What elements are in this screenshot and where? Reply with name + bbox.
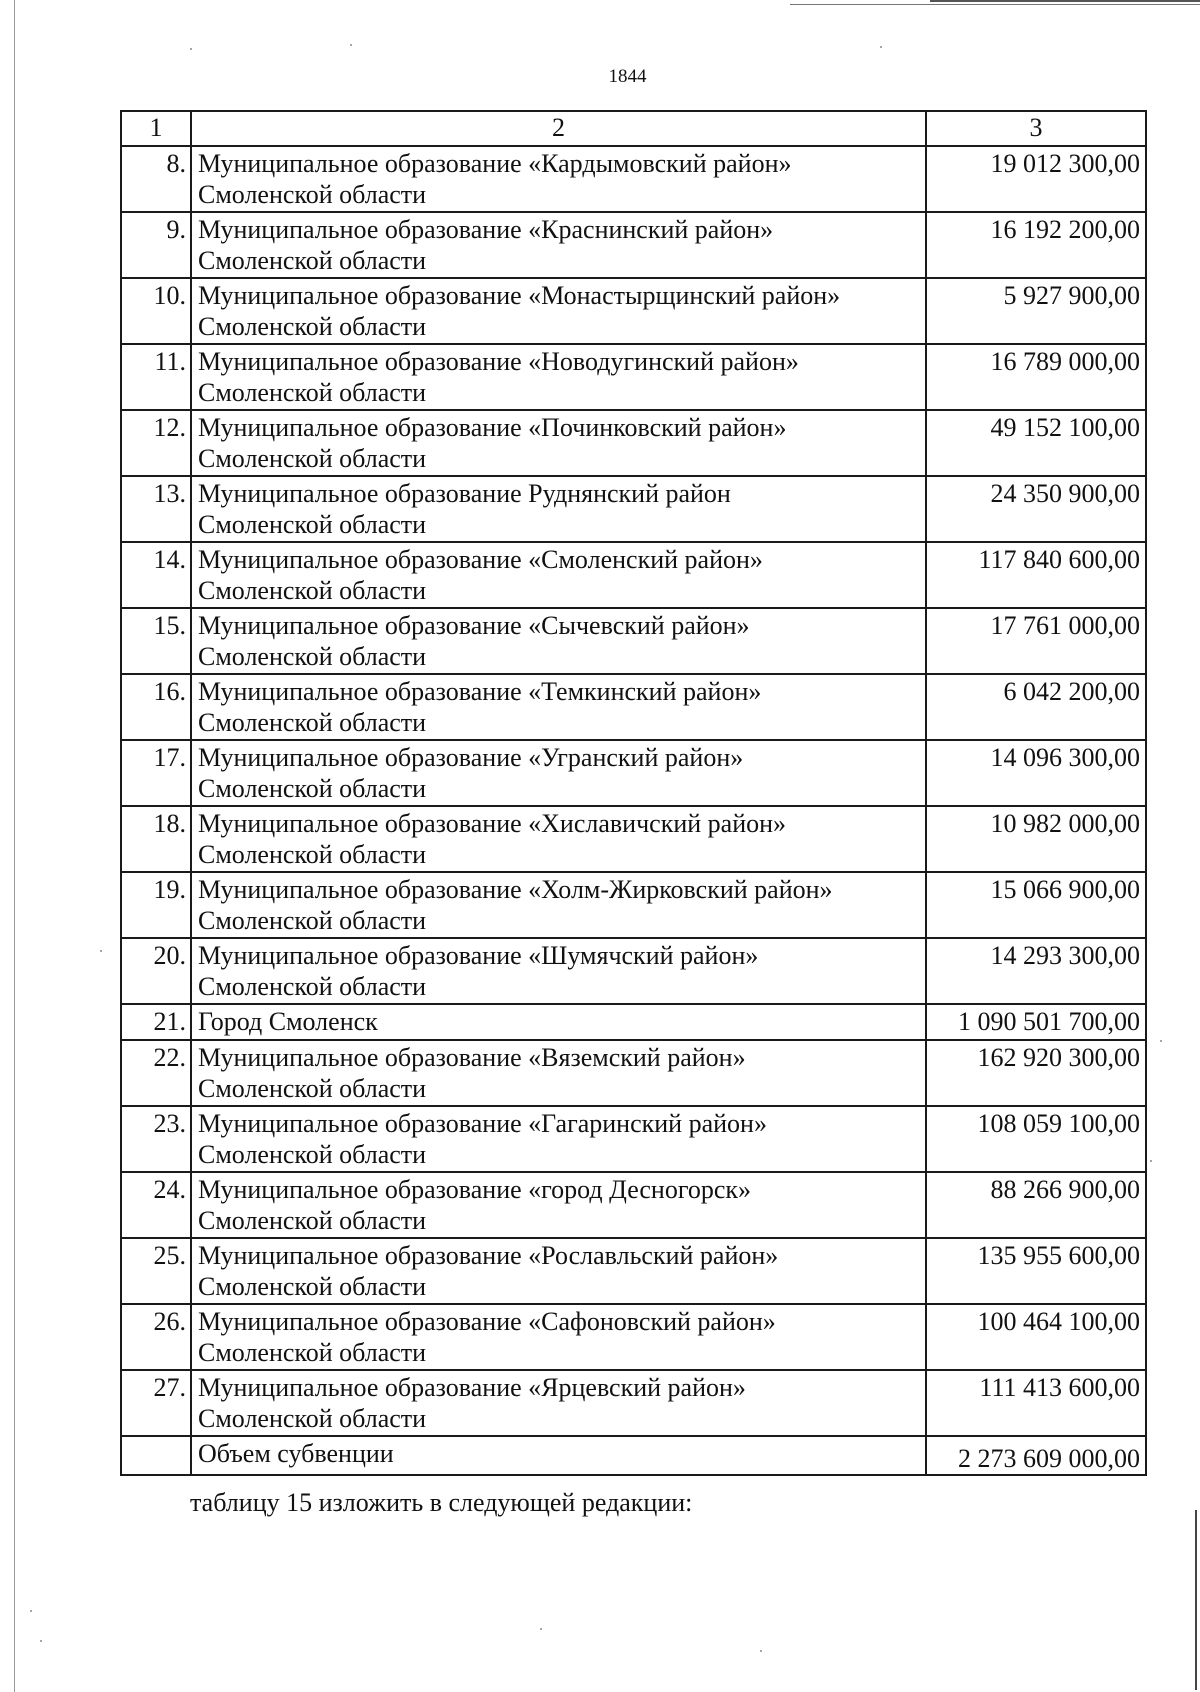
municipality-name-line1: Муниципальное образование «Рославльский район» [198,1241,779,1270]
municipality-name [191,1004,926,1040]
row-number: 20. [121,938,191,1004]
table-row [121,806,1146,872]
municipality-name [191,1238,926,1304]
scan-left-edge [14,0,15,1692]
subvention-amount: 135 955 600,00 [926,1238,1146,1304]
total-amount: 2 273 609 000,00 [926,1436,1146,1475]
subvention-amount: 111 413 600,00 [926,1370,1146,1436]
table-row [121,146,1146,212]
table-row [121,1172,1146,1238]
municipality-name-line1: Муниципальное образование «Угранский район» [198,743,744,772]
municipality-name-line1: Муниципальное образование Руднянский район [198,479,731,508]
subvention-amount: 5 927 900,00 [926,278,1146,344]
table-row [121,410,1146,476]
municipality-name [191,1304,926,1370]
municipality-name-line2: Смоленской области [198,444,427,473]
subvention-amount: 10 982 000,00 [926,806,1146,872]
table-row [121,1238,1146,1304]
header-cell-3: 3 [926,111,1146,146]
subvention-amount: 1 090 501 700,00 [926,1004,1146,1040]
table-row [121,740,1146,806]
municipality-name [191,1106,926,1172]
table-row [121,1370,1146,1436]
municipality-name [191,146,926,212]
municipality-name-line1: Муниципальное образование «Смоленский район» [198,545,763,574]
footer-instruction-text: таблицу 15 изложить в следующей редакции: [190,1488,693,1517]
municipality-name-line2: Смоленской области [198,840,427,869]
municipality-name [191,542,926,608]
municipality-name-line2: Смоленской области [198,642,427,671]
municipality-name-line2: Смоленской области [198,378,427,407]
subvention-amount: 15 066 900,00 [926,872,1146,938]
municipality-name-line2: Смоленской области [198,1404,427,1433]
row-number: 23. [121,1106,191,1172]
table-row [121,344,1146,410]
subvention-amount: 88 266 900,00 [926,1172,1146,1238]
total-empty-cell [121,1436,191,1475]
municipality-name-line1: Муниципальное образование «Вяземский район» [198,1043,746,1072]
municipality-name-line1: Муниципальное образование «Починковский район» [198,413,787,442]
municipality-name [191,872,926,938]
municipality-name-line1: Муниципальное образование «Холм-Жирковский район» [198,875,833,904]
municipality-name [191,344,926,410]
municipality-name [191,938,926,1004]
subvention-table [120,110,1147,1476]
row-number: 17. [121,740,191,806]
table-row [121,608,1146,674]
municipality-name [191,212,926,278]
subvention-amount: 24 350 900,00 [926,476,1146,542]
row-number: 11. [121,344,191,410]
municipality-name-line1: Муниципальное образование «Монастырщинский район» [198,281,841,310]
municipality-name [191,1172,926,1238]
subvention-amount: 6 042 200,00 [926,674,1146,740]
table-row [121,674,1146,740]
municipality-name-line1: Муниципальное образование «Ярцевский район» [198,1373,746,1402]
scan-speck [40,1640,42,1642]
subvention-amount: 16 192 200,00 [926,212,1146,278]
subvention-amount: 49 152 100,00 [926,410,1146,476]
municipality-name-line2: Смоленской области [198,972,427,1001]
municipality-name [191,674,926,740]
row-number: 22. [121,1040,191,1106]
subvention-amount: 14 096 300,00 [926,740,1146,806]
municipality-name-line1: Муниципальное образование «Темкинский район» [198,677,762,706]
municipality-name-line1: Город Смоленск [198,1007,378,1036]
row-number: 16. [121,674,191,740]
municipality-name-line2: Смоленской области [198,1140,427,1169]
municipality-name-line2: Смоленской области [198,312,427,341]
table-row [121,278,1146,344]
municipality-name-line2: Смоленской области [198,1206,427,1235]
municipality-name [191,278,926,344]
row-number: 13. [121,476,191,542]
subvention-amount: 100 464 100,00 [926,1304,1146,1370]
municipality-name-line1: Муниципальное образование «Шумячский район» [198,941,759,970]
row-number: 26. [121,1304,191,1370]
subvention-amount: 19 012 300,00 [926,146,1146,212]
municipality-name [191,1370,926,1436]
row-number: 19. [121,872,191,938]
row-number: 27. [121,1370,191,1436]
scan-speck [540,1628,542,1630]
row-number: 15. [121,608,191,674]
table-row [121,476,1146,542]
row-number: 24. [121,1172,191,1238]
table-row [121,1040,1146,1106]
municipality-name-line1: Муниципальное образование «Новодугинский район» [198,347,799,376]
scan-speck [190,48,192,50]
page-number: 1844 [608,66,647,87]
subvention-amount: 108 059 100,00 [926,1106,1146,1172]
subvention-amount: 162 920 300,00 [926,1040,1146,1106]
municipality-name [191,1040,926,1106]
table-row [121,1106,1146,1172]
header-cell-2: 2 [191,111,926,146]
municipality-name-line1: Муниципальное образование «Кардымовский район» [198,149,792,178]
scan-right-edge [1195,1510,1197,1690]
row-number: 21. [121,1004,191,1040]
municipality-name-line1: Муниципальное образование «Сафоновский район» [198,1307,776,1336]
scan-top-edge-dark [930,0,1200,2]
municipality-name-line1: Муниципальное образование «город Десногорск» [198,1175,752,1204]
table-header-row [121,111,1146,146]
subvention-amount: 14 293 300,00 [926,938,1146,1004]
municipality-name-line1: Муниципальное образование «Краснинский район» [198,215,774,244]
municipality-name [191,410,926,476]
table-total-row [121,1436,1146,1475]
subvention-amount: 16 789 000,00 [926,344,1146,410]
scan-speck [350,44,352,46]
table-row [121,872,1146,938]
scan-speck [30,1610,32,1612]
row-number: 25. [121,1238,191,1304]
table-row [121,938,1146,1004]
scan-top-edge [790,4,1200,5]
scan-speck [100,950,102,952]
municipality-name [191,740,926,806]
row-number: 10. [121,278,191,344]
municipality-name-line1: Муниципальное образование «Гагаринский район» [198,1109,767,1138]
municipality-name-line2: Смоленской области [198,774,427,803]
table-row [121,542,1146,608]
table-row [121,1304,1146,1370]
row-number: 12. [121,410,191,476]
municipality-name-line2: Смоленской области [198,510,427,539]
municipality-name-line2: Смоленской области [198,180,427,209]
municipality-name-line2: Смоленской области [198,246,427,275]
municipality-name-line2: Смоленской области [198,906,427,935]
scan-speck [880,46,882,48]
municipality-name-line1: Муниципальное образование «Сычевский район» [198,611,750,640]
scan-speck [1160,1040,1162,1042]
municipality-name [191,476,926,542]
subvention-amount: 117 840 600,00 [926,542,1146,608]
header-cell-1: 1 [121,111,191,146]
municipality-name-line1: Муниципальное образование «Хиславичский район» [198,809,787,838]
subvention-amount: 17 761 000,00 [926,608,1146,674]
municipality-name-line2: Смоленской области [198,576,427,605]
table-row [121,212,1146,278]
row-number: 18. [121,806,191,872]
table-row [121,1004,1146,1040]
municipality-name [191,806,926,872]
municipality-name [191,608,926,674]
scan-speck [1150,1160,1152,1162]
municipality-name-line2: Смоленской области [198,1338,427,1367]
municipality-name-line2: Смоленской области [198,1074,427,1103]
row-number: 14. [121,542,191,608]
total-label: Объем субвенции [191,1436,926,1475]
row-number: 8. [121,146,191,212]
municipality-name-line2: Смоленской области [198,1272,427,1301]
municipality-name-line2: Смоленской области [198,708,427,737]
row-number: 9. [121,212,191,278]
scan-speck [760,1650,762,1652]
